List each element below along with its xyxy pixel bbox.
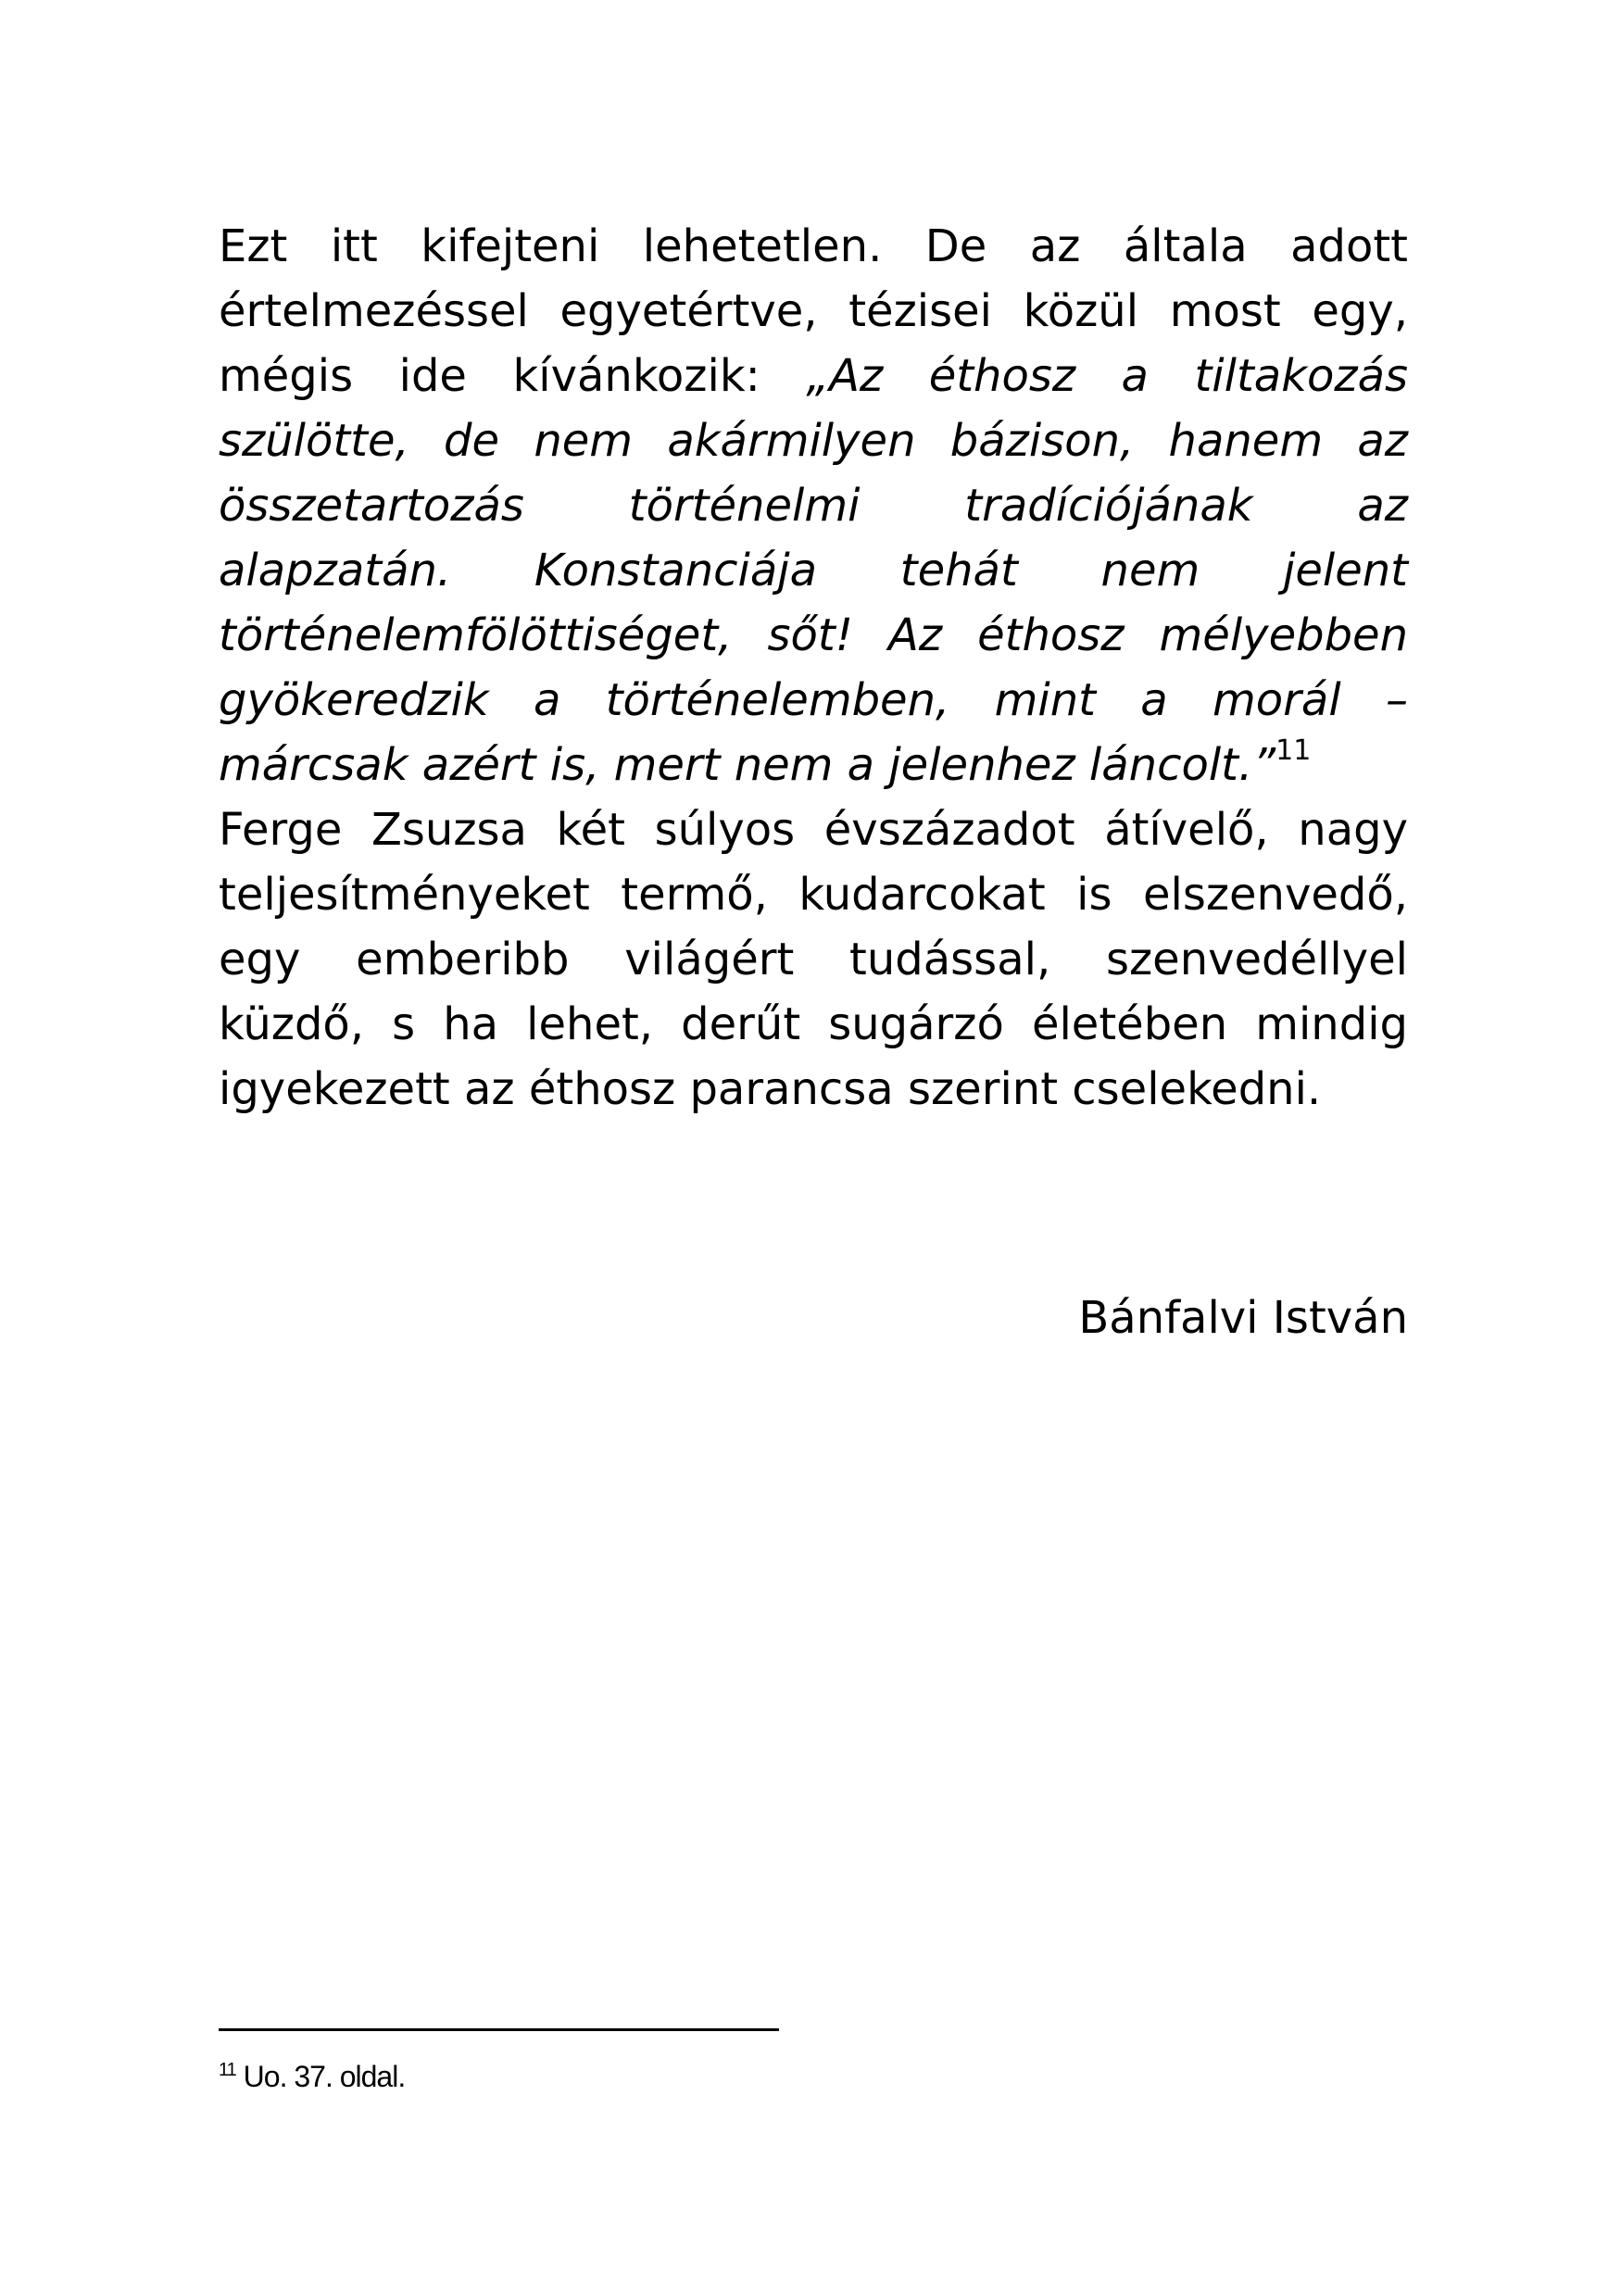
text-line: Ferge Zsuzsa két súlyos évszázadot átívelő, nagy — [219, 804, 1408, 856]
text-line: küzdő, s ha lehet, derűt sugárzó életében mindig — [219, 998, 1408, 1050]
quote-line: alapzatán. Konstanciája tehát nem jelent — [219, 545, 1408, 596]
text-line: teljesítményeket termő, kudarcokat is elszenvedő, — [219, 869, 1408, 921]
quote-line: gyökeredzik a történelemben, mint a morál – — [219, 674, 1408, 726]
footnote-number: 11 — [219, 2060, 236, 2080]
text-line: Ezt itt kifejteni lehetetlen. De az általa adott — [219, 220, 1408, 272]
body-paragraph — [219, 214, 1408, 1122]
quote-line: szülötte, de nem akármilyen bázison, hanem az — [219, 415, 1408, 467]
text-line: értelmezéssel egyetértve, tézisei közül most egy, — [219, 285, 1408, 337]
footnote — [219, 2058, 405, 2095]
footnote-separator — [219, 2028, 779, 2031]
text-line: egy emberibb világért tudással, szenvedéllyel — [219, 934, 1408, 985]
quote-line: összetartozás történelmi tradíciójának az — [219, 480, 1408, 532]
text-line: mégis ide kívánkozik: „Az éthosz a tiltakozás — [219, 350, 1408, 402]
text-line: igyekezett az éthosz parancsa szerint cselekedni. — [219, 1063, 1322, 1115]
footnote-reference: 11 — [1275, 734, 1312, 767]
author-signature: Bánfalvi István — [1078, 1292, 1408, 1344]
quote-line: márcsak azért is, mert nem a jelenhez láncolt.”$^{11}$ — [219, 734, 1312, 791]
footnote-text: Uo. 37. oldal. — [235, 2060, 406, 2093]
quote-text: „Az éthosz a tiltakozás — [806, 350, 1408, 402]
quote-line: történelemfölöttiséget, sőt! Az éthosz mélyebben — [219, 609, 1408, 661]
